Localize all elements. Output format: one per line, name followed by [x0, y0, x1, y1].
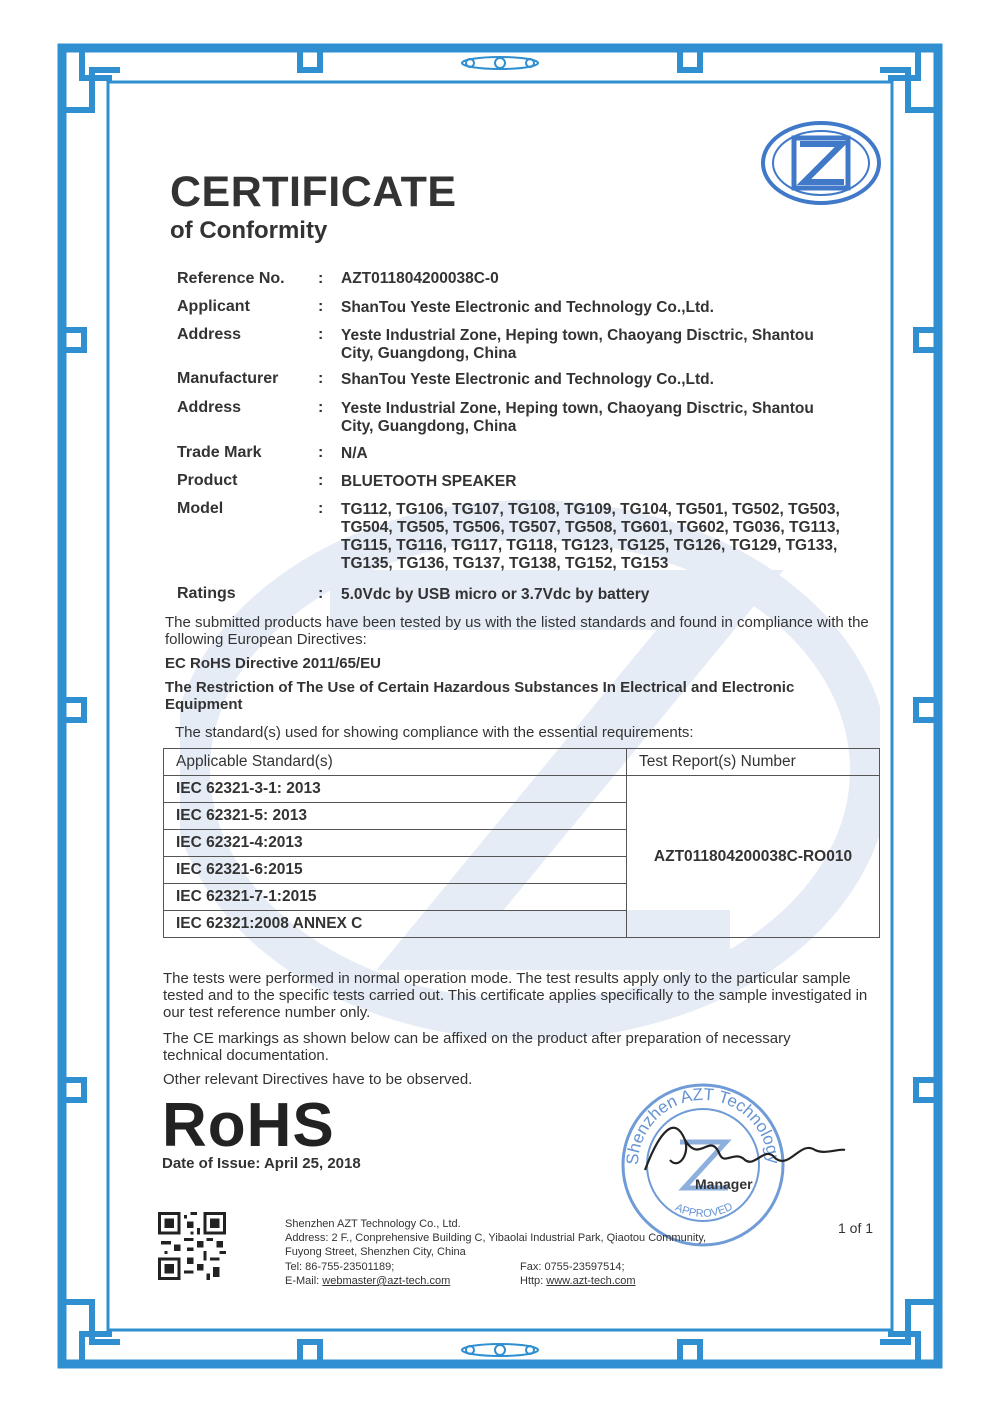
standards-intro: The standard(s) used for showing compliance with the essential requirements: — [175, 724, 694, 741]
standard-cell: IEC 62321-4:2013 — [164, 830, 627, 857]
table-header: Test Report(s) Number — [627, 749, 880, 776]
field-label: Model — [177, 500, 224, 517]
model-value: TG112, TG106, TG107, TG108, TG109, TG104, TG501, TG502, TG503, TG504, TG505, TG506, TG507, TG508, TG601, TG602, TG036, TG113, TG115, TG116, TG117, TG118, TG123, TG125, TG126, TG129, TG133, TG135, TG136, TG137, TG138, TG152, TG153 — [341, 501, 840, 572]
standard-cell: IEC 62321-7-1:2015 — [164, 884, 627, 911]
website-label: Http: — [520, 1275, 544, 1287]
field-label: Trade Mark — [177, 444, 262, 461]
field-colon: : — [318, 270, 324, 287]
standard-cell: IEC 62321-6:2015 — [164, 857, 627, 884]
field-colon: : — [318, 472, 324, 489]
field-label: Ratings — [177, 585, 236, 602]
table-header: Applicable Standard(s) — [164, 749, 627, 776]
field-label: Reference No. — [177, 270, 285, 287]
field-label: Manufacturer — [177, 370, 279, 387]
signature-title: Manager — [695, 1176, 753, 1192]
seal-text-bottom: APPROVED — [673, 1200, 735, 1220]
manufacturer-value: ShanTou Yeste Electronic and Technology Co.,Ltd. — [341, 371, 714, 388]
issue-date: Date of Issue: April 25, 2018 — [162, 1155, 361, 1172]
field-label: Product — [177, 472, 238, 489]
footer-fax: Fax: 0755-23597514; — [520, 1261, 625, 1273]
directive: EC RoHS Directive 2011/65/EU — [165, 655, 381, 672]
field-colon: : — [318, 370, 324, 387]
field-colon: : — [318, 585, 324, 602]
directive-title: The Restriction of The Use of Certain Hazardous Substances In Electrical and Electronic Equipment — [165, 679, 795, 713]
field-label: Address — [177, 399, 242, 416]
report-number: AZT011804200038C-RO010 — [627, 776, 880, 938]
directives-note: Other relevant Directives have to be observed. — [163, 1071, 473, 1088]
test-note: The tests were performed in normal operation mode. The test results apply only to the particular sample tested and to the specific tests carried out. This certificate applies specifically to the sample investigated in our test reference number only. — [163, 970, 868, 1021]
email-link[interactable]: webmaster@azt-tech.com — [322, 1275, 451, 1287]
table-row — [164, 776, 880, 803]
field-label: Applicant — [177, 298, 250, 315]
applicant-value: ShanTou Yeste Electronic and Technology Co.,Ltd. — [341, 299, 714, 316]
product-value: BLUETOOTH SPEAKER — [341, 473, 517, 490]
website-link[interactable]: www.azt-tech.com — [546, 1275, 636, 1287]
standard-cell: IEC 62321-5: 2013 — [164, 803, 627, 830]
reference-number: AZT011804200038C-0 — [341, 270, 499, 287]
standards-table — [163, 748, 880, 938]
footer-address-line2: Fuyong Street, Shenzhen City, China — [285, 1246, 466, 1258]
page-number: 1 of 1 — [838, 1220, 874, 1236]
field-colon: : — [318, 399, 324, 416]
compliance-intro: The submitted products have been tested by us with the listed standards and found in compliance with the following European Directives: — [165, 614, 869, 648]
footer-company: Shenzhen AZT Technology Co., Ltd. — [285, 1218, 461, 1230]
email-label: E-Mail: — [285, 1275, 320, 1287]
footer-email — [285, 1274, 450, 1288]
standard-cell: IEC 62321:2008 ANNEX C — [164, 911, 627, 938]
footer-website — [520, 1274, 636, 1288]
field-label: Address — [177, 326, 242, 343]
ratings-value: 5.0Vdc by USB micro or 3.7Vdc by battery — [341, 586, 650, 603]
field-colon: : — [318, 298, 324, 315]
table-header-row — [164, 749, 880, 776]
certificate-title: CERTIFICATE — [170, 168, 457, 216]
azt-logo-icon — [760, 120, 882, 206]
field-colon: : — [318, 444, 324, 461]
seal-text-top: Shenzhen AZT Technology — [622, 1084, 784, 1166]
applicant-address-value: Yeste Industrial Zone, Heping town, Chaoyang Disctric, Shantou City, Guangdong, China — [341, 327, 814, 362]
trade-mark-value: N/A — [341, 445, 368, 462]
field-colon: : — [318, 500, 324, 517]
qr-code-icon — [158, 1212, 226, 1280]
standard-cell: IEC 62321-3-1: 2013 — [164, 776, 627, 803]
footer-tel: Tel: 86-755-23501189; — [285, 1261, 395, 1273]
manufacturer-address-value: Yeste Industrial Zone, Heping town, Chaoyang Disctric, Shantou City, Guangdong, China — [341, 400, 814, 435]
field-colon: : — [318, 326, 324, 343]
footer-address-line1: Address: 2 F., Conprehensive Building C, Yibaolai Industrial Park, Qiaotou Community, — [285, 1232, 707, 1244]
certificate-subtitle: of Conformity — [170, 217, 328, 244]
ce-note: The CE markings as shown below can be affixed on the product after preparation of necessary technical documentation. — [163, 1030, 791, 1064]
rohs-mark: RoHS — [162, 1091, 335, 1160]
